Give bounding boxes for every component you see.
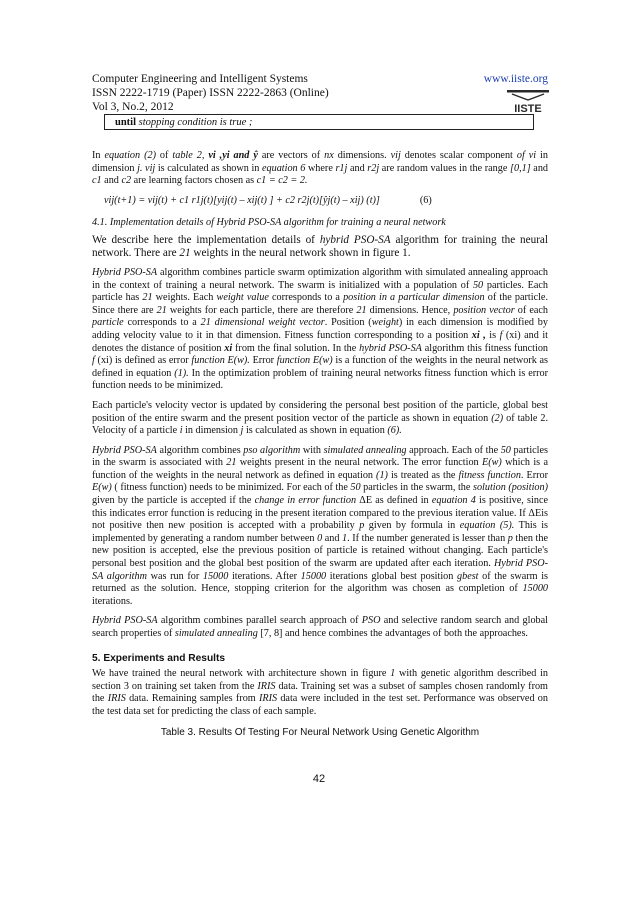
algorithm-until-box: [104, 114, 534, 130]
section-4-1-heading: 4.1. Implementation details of Hybrid PSO-SA algorithm for training a neural network: [92, 217, 446, 229]
paragraph-5: Hybrid PSO-SA algorithm combines pso algorithm with simulated annealing approach. Each of the 50 particles in the swarm is associated with 21 weights present in the neural network. The error function E(w) which is a function of the weights in the neural network as defined in equation (1) is treated as the fitness function. Error E(w) ( fitness function) needs to be minimized. For each of the 50 particles in the swarm, the solution (position) given by the particle is accepted if the change in error function ΔE as defined in equation 4 is positive, since this indicates error function is reducing in the present iteration compared to the previous iteration value. If ΔEis not positive then new position is accepted with a probability p given by formula in equation (5). This is implemented by generating a random number between 0 and 1. If the number generated is lesser than p then the new position is accepted, else the previous position of particle is retained without changing. Each particle's personal best position and the global best position of the swarm are updated after each iteration. Hybrid PSO-SA algorithm was run for 15000 iterations. After 15000 iterations global best position gbest of the swarm is returned as the solution. Hence, stopping criterion for the algorithm was chosen as completion of 15000 iterations.: [92, 444, 548, 607]
paragraph-6: Hybrid PSO-SA algorithm combines parallel search approach of PSO and selective random search and global search properties of simulated annealing [7, 8] and hence combines the advantages of both the approaches.: [92, 615, 548, 639]
paragraph-7: We have trained the neural network with architecture shown in figure 1 with genetic algorithm described in section 3 on training set taken from the IRIS data. Training set was a subset of samples chosen randomly from the IRIS data. Remaining samples from IRIS data were included in the test set. Performance was observed on the test data set for predicting the class of each sample.: [92, 668, 548, 717]
page-number: 42: [312, 773, 326, 785]
until-keyword: until: [115, 117, 137, 128]
issn-line: ISSN 2222-1719 (Paper) ISSN 2222-2863 (Online): [92, 87, 329, 99]
table-3-caption: Table 3. Results Of Testing For Neural Network Using Genetic Algorithm: [160, 726, 480, 738]
volume-line: Vol 3, No.2, 2012: [92, 101, 174, 113]
paragraph-2: We describe here the implementation details of hybrid PSO-SA algorithm for training the neural network. There are 21 weights in the neural network shown in figure 1.: [92, 233, 548, 259]
paragraph-4: Each particle's velocity vector is updated by considering the personal best position of the particle, global best position of the entire swarm and the present position vector of the particle as shown in equation (2) of table 2. Velocity of a particle i in dimension j is calculated as shown in equation (6).: [92, 399, 548, 437]
journal-url-link[interactable]: www.iiste.org: [483, 73, 548, 85]
equation-6-text: vij(t+1) = vij(t) + c1 r1j(t)[yij(t) – xij(t) ] + c2 r2j(t)[ŷj(t) – xij) (t)]: [104, 194, 380, 206]
paragraph-1: In equation (2) of table 2, vi ,yi and ŷ are vectors of nx dimensions. vij denotes scalar component of vi in dimension j. vij is calculated as shown in equation 6 where r1j and r2j are random values in the range [0,1] and c1 and c2 are learning factors chosen as c1 = c2 = 2.: [92, 150, 549, 187]
paragraph-3: Hybrid PSO-SA algorithm combines particle swarm optimization algorithm with simulated annealing approach in the context of training a neural network. The swarm is initialized with a population of 50 particles. Each particle has 21 weights. Each weight value corresponds to a position in a particular dimension of the particle. Since there are 21 weights for each particle, there are therefore 21 dimensions. Hence, position vector of each particle corresponds to a 21 dimensional weight vector. Position (weight) in each dimension is modified by adding velocity value to it in that dimension. Fitness function corresponding to a position xi , is f (xi) and it denotes the distance of position xi from the final solution. In the hybrid PSO-SA algorithm this fitness function f (xi) is defined as error function E(w). Error function E(w) is a function of the weights in the neural network as defined in equation (1). In the optimization problem of training neural networks fitness function which is error function needs to be minimized.: [92, 266, 549, 392]
equation-6-number: (6): [419, 194, 432, 206]
journal-header: [92, 72, 548, 114]
iiste-logo: [507, 90, 549, 114]
body-text: [92, 150, 548, 739]
section-5-heading: 5. Experiments and Results: [92, 652, 226, 664]
svg-text:IISTE: IISTE: [514, 103, 542, 114]
journal-title: Computer Engineering and Intelligent Systems: [92, 73, 308, 85]
equation-6: [104, 195, 548, 208]
until-condition: stopping condition is true ;: [136, 117, 253, 128]
